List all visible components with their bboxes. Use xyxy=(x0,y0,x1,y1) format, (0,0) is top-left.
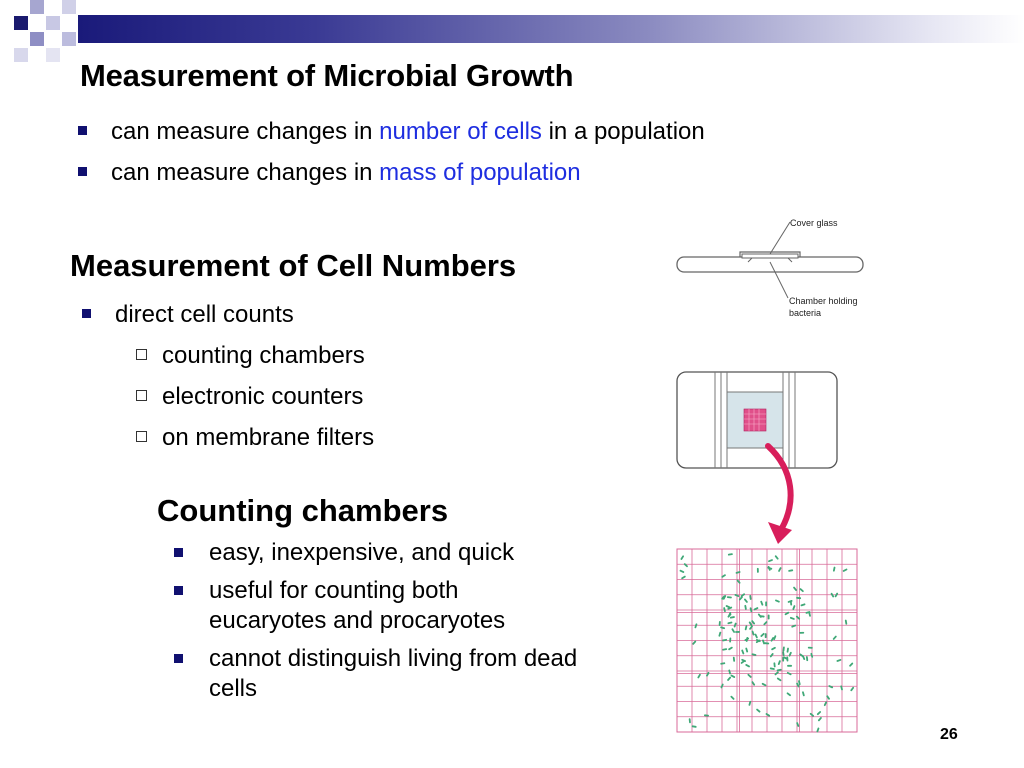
corner-square xyxy=(30,0,44,14)
hollow-square-icon xyxy=(136,390,147,401)
bullet-square-icon xyxy=(78,126,87,135)
chamber-side-view-diagram xyxy=(670,210,880,325)
magnify-arrow-icon xyxy=(760,440,810,545)
bullet-square-icon xyxy=(78,167,87,176)
slide-title: Measurement of Microbial Growth xyxy=(80,58,574,93)
magnified-counting-grid xyxy=(676,548,858,733)
bacterium-cell xyxy=(757,568,759,573)
cell-numbers-heading: Measurement of Cell Numbers xyxy=(70,248,517,283)
bullet-square-icon xyxy=(174,586,183,595)
title-bar-gradient xyxy=(78,15,1024,43)
highlight-text: number of cells xyxy=(379,118,542,145)
bacterium-cell xyxy=(782,657,784,662)
top-bullet-1: can measure changes in number of cells in a population xyxy=(78,118,705,146)
bacterium-cell xyxy=(799,632,804,634)
sub-item-electronic-counters: electronic counters xyxy=(136,383,363,411)
chamber-bullet-2: useful for counting both eucaryotes and procaryotes xyxy=(174,576,594,636)
hollow-square-icon xyxy=(136,431,147,442)
top-bullet-2: can measure changes in mass of population xyxy=(78,159,581,187)
bullet-square-icon xyxy=(82,309,91,318)
page-number: 26 xyxy=(940,726,958,743)
corner-square xyxy=(30,32,44,46)
corner-square xyxy=(14,48,28,62)
bacterium-cell xyxy=(786,656,788,661)
sub-item-membrane-filters: on membrane filters xyxy=(136,424,374,452)
counting-chambers-heading: Counting chambers xyxy=(157,493,449,528)
bacterium-cell xyxy=(787,665,792,667)
corner-square xyxy=(46,16,60,30)
sub-item-counting-chambers: counting chambers xyxy=(136,342,365,370)
cover-glass-label: Cover glass xyxy=(790,218,838,228)
corner-square xyxy=(46,48,60,62)
chamber-bullet-3: cannot distinguish living from dead cells xyxy=(174,644,594,704)
bacterium-cell xyxy=(768,614,770,619)
chamber-label-line2: bacteria xyxy=(789,308,822,318)
bullet-square-icon xyxy=(174,548,183,557)
highlight-text: mass of population xyxy=(379,159,581,186)
bacterium-cell xyxy=(808,647,813,649)
chamber-label-line1: Chamber holding xyxy=(789,296,858,306)
corner-square xyxy=(62,0,76,14)
bacterium-cell xyxy=(765,633,767,638)
hollow-square-icon xyxy=(136,349,147,360)
bullet-square-icon xyxy=(174,654,183,663)
corner-square xyxy=(62,32,76,46)
direct-counts-bullet: direct cell counts xyxy=(82,301,294,329)
chamber-bullet-1: easy, inexpensive, and quick xyxy=(174,538,594,568)
corner-square xyxy=(14,16,28,30)
chamber-top-view-diagram xyxy=(675,370,840,474)
bacterium-cell xyxy=(735,631,740,633)
bacterium-cell xyxy=(765,601,767,606)
